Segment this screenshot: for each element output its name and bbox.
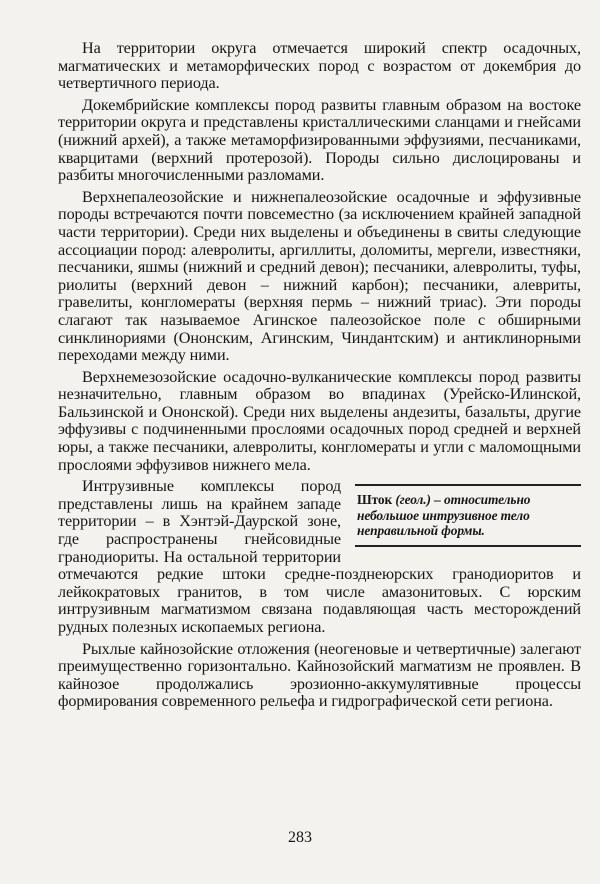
sidebar-definition bbox=[355, 484, 581, 547]
paragraph-mesozoic: Верхнемезозойские осадочно-вулканические комплексы пород развиты незначительно, главным образом во впадинах (Урейско-Илинской, Бальзинской и Ононской). Среди них выделены андезиты, базальты, другие эффузивы с подчиненными прослоями осадочных пород средней и верхней юры, а также песчаники, алевролиты, конгломераты и угли с маломощными прослоями эффузивов нижнего мела. bbox=[58, 367, 581, 474]
paragraph-intrusive-text: Интрузивные комплексы пород представлены лишь на крайнем западе территории – в Хэнтэй-Даурской зоне, где распространены гнейсовидные гранодиориты. На остальной территории отмечаются редкие штоки средне-позднеюрских гранодиоритов и лейкократовых гранитов, в том числе амазонитовых. С юрским интрузивным магматизмом связана подавляющая часть месторождений рудных полезных ископаемых региона. bbox=[58, 477, 581, 636]
paragraph-overview: На территории округа отмечается широкий спектр осадочных, магматических и метаморфических пород с возрастом от докембрия до четвертичного периода. bbox=[58, 39, 581, 93]
sidebar-def: (геол.) – относительно небольшое интрузивное тело неправильной формы. bbox=[357, 492, 531, 539]
paragraph-intrusive bbox=[58, 478, 581, 636]
sidebar-term: Шток bbox=[357, 492, 393, 508]
paragraph-paleozoic: Верхнепалеозойские и нижнепалеозойские осадочные и эффузивные породы встречаются почти повсеместно (за исключением крайней западной части территории). Среди них выделены и объединены в свиты следующие ассоциации пород: алевролиты, аргиллиты, доломиты, мергели, известняки, песчаники, яшмы (нижний и средний девон); песчаники, алевролиты, туфы, риолиты (верхний девон – нижний карбон); песчаники, алевриты, гравелиты, конгломераты (верхняя пермь – нижний триас). Эти породы слагают так называемое Агинское палеозойское поле с обширными синклинориями (Ононским, Агинским, Чиндантским) и антиклинорными переходами между ними. bbox=[58, 187, 581, 365]
page-number: 283 bbox=[288, 829, 312, 846]
body-text bbox=[58, 40, 581, 715]
paragraph-cenozoic: Рыхлые кайнозойские отложения (неогеновые и четвертичные) залегают преимущественно горизонтально. Кайнозойский магматизм не проявлен. В кайнозое продолжались эрозионно-аккумулятивные процессы формирования современного рельефа и гидрографической сети региона. bbox=[58, 639, 581, 711]
paragraph-precambrian: Докембрийские комплексы пород развиты главным образом на востоке территории округа и представлены кристаллическими сланцами и гнейсами (нижний архей), а также метаморфизированными эффузиями, песчаниками, кварцитами (верхний протерозой). Породы сильно дислоцированы и разбиты многочисленными разломами. bbox=[58, 95, 581, 185]
